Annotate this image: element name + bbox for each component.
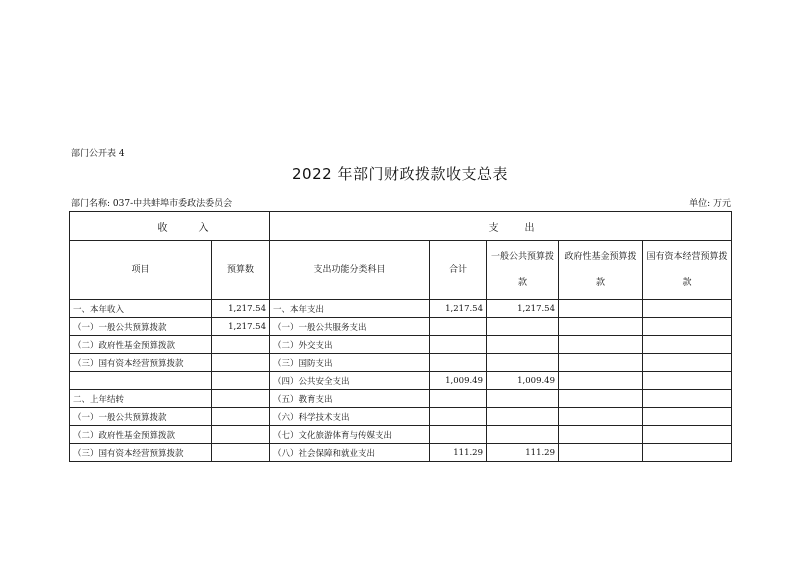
expense-char-1: 支 [488,222,501,234]
function-category-cell: （六）科学技术支出 [270,408,430,426]
general-budget-cell [487,318,559,336]
item-cell: （一）一般公共预算拨款 [70,408,212,426]
function-category-cell: （二）外交支出 [270,336,430,354]
header-item: 项目 [70,241,212,300]
budget-cell [212,390,270,408]
table-row [70,354,732,372]
income-char-2: 入 [198,222,211,234]
table-row [70,318,732,336]
soe-budget-cell [643,300,732,318]
function-category-cell: （四）公共安全支出 [270,372,430,390]
fund-budget-cell [559,354,643,372]
item-cell: （二）政府性基金预算拨款 [70,336,212,354]
total-cell [430,390,487,408]
total-cell: 1,009.49 [430,372,487,390]
item-cell: （二）政府性基金预算拨款 [70,426,212,444]
function-category-cell: （一）一般公共服务支出 [270,318,430,336]
fund-budget-cell [559,336,643,354]
table-row [70,300,732,318]
soe-budget-cell [643,372,732,390]
header-fund-budget: 政府性基金预算拨款 [559,241,643,300]
page-title: 2022 年部门财政拨款收支总表 [292,165,508,183]
budget-cell [212,426,270,444]
soe-budget-cell [643,390,732,408]
total-cell [430,408,487,426]
item-cell: （一）一般公共预算拨款 [70,318,212,336]
fund-budget-cell [559,408,643,426]
general-budget-cell [487,390,559,408]
general-budget-cell: 1,009.49 [487,372,559,390]
form-number: 部门公开表 4 [71,149,125,159]
general-budget-cell: 1,217.54 [487,300,559,318]
soe-budget-cell [643,318,732,336]
function-category-cell: （七）文化旅游体育与传媒支出 [270,426,430,444]
header-general-budget: 一般公共预算拨款 [487,241,559,300]
fund-budget-cell [559,300,643,318]
total-cell [430,426,487,444]
income-char-1: 收 [157,222,170,234]
budget-cell [212,354,270,372]
total-cell: 1,217.54 [430,300,487,318]
header-soe-budget: 国有资本经营预算拨款 [643,241,732,300]
general-budget-cell [487,354,559,372]
general-budget-cell: 111.29 [487,444,559,462]
budget-summary-table [69,211,732,462]
budget-cell: 1,217.54 [212,300,270,318]
general-budget-cell [487,408,559,426]
table-row [70,390,732,408]
fund-budget-cell [559,372,643,390]
column-header-row [70,241,732,300]
general-budget-cell [487,426,559,444]
section-header-row [70,212,732,241]
soe-budget-cell [643,444,732,462]
table-row [70,336,732,354]
function-category-cell: （三）国防支出 [270,354,430,372]
header-total: 合计 [430,241,487,300]
expense-section-header [270,212,732,241]
fund-budget-cell [559,426,643,444]
total-cell: 111.29 [430,444,487,462]
header-function-category: 支出功能分类科目 [270,241,430,300]
function-category-cell: 一、本年支出 [270,300,430,318]
function-category-cell: （五）教育支出 [270,390,430,408]
total-cell [430,336,487,354]
general-budget-cell [487,336,559,354]
fund-budget-cell [559,444,643,462]
item-cell: （三）国有资本经营预算拨款 [70,444,212,462]
budget-cell [212,408,270,426]
table-row [70,444,732,462]
budget-cell: 1,217.54 [212,318,270,336]
item-cell [70,372,212,390]
budget-cell [212,372,270,390]
soe-budget-cell [643,336,732,354]
fund-budget-cell [559,318,643,336]
table-row [70,408,732,426]
unit-label: 单位: 万元 [689,199,731,209]
expense-char-2: 出 [524,222,537,234]
soe-budget-cell [643,408,732,426]
function-category-cell: （八）社会保障和就业支出 [270,444,430,462]
item-cell: 一、本年收入 [70,300,212,318]
total-cell [430,318,487,336]
item-cell: （三）国有资本经营预算拨款 [70,354,212,372]
department-name: 部门名称: 037-中共蚌埠市委政法委员会 [71,199,233,209]
income-section-header [70,212,270,241]
table-row [70,426,732,444]
table-row [70,372,732,390]
fund-budget-cell [559,390,643,408]
soe-budget-cell [643,354,732,372]
budget-cell [212,444,270,462]
item-cell: 二、上年结转 [70,390,212,408]
header-budget: 预算数 [212,241,270,300]
total-cell [430,354,487,372]
soe-budget-cell [643,426,732,444]
budget-cell [212,336,270,354]
